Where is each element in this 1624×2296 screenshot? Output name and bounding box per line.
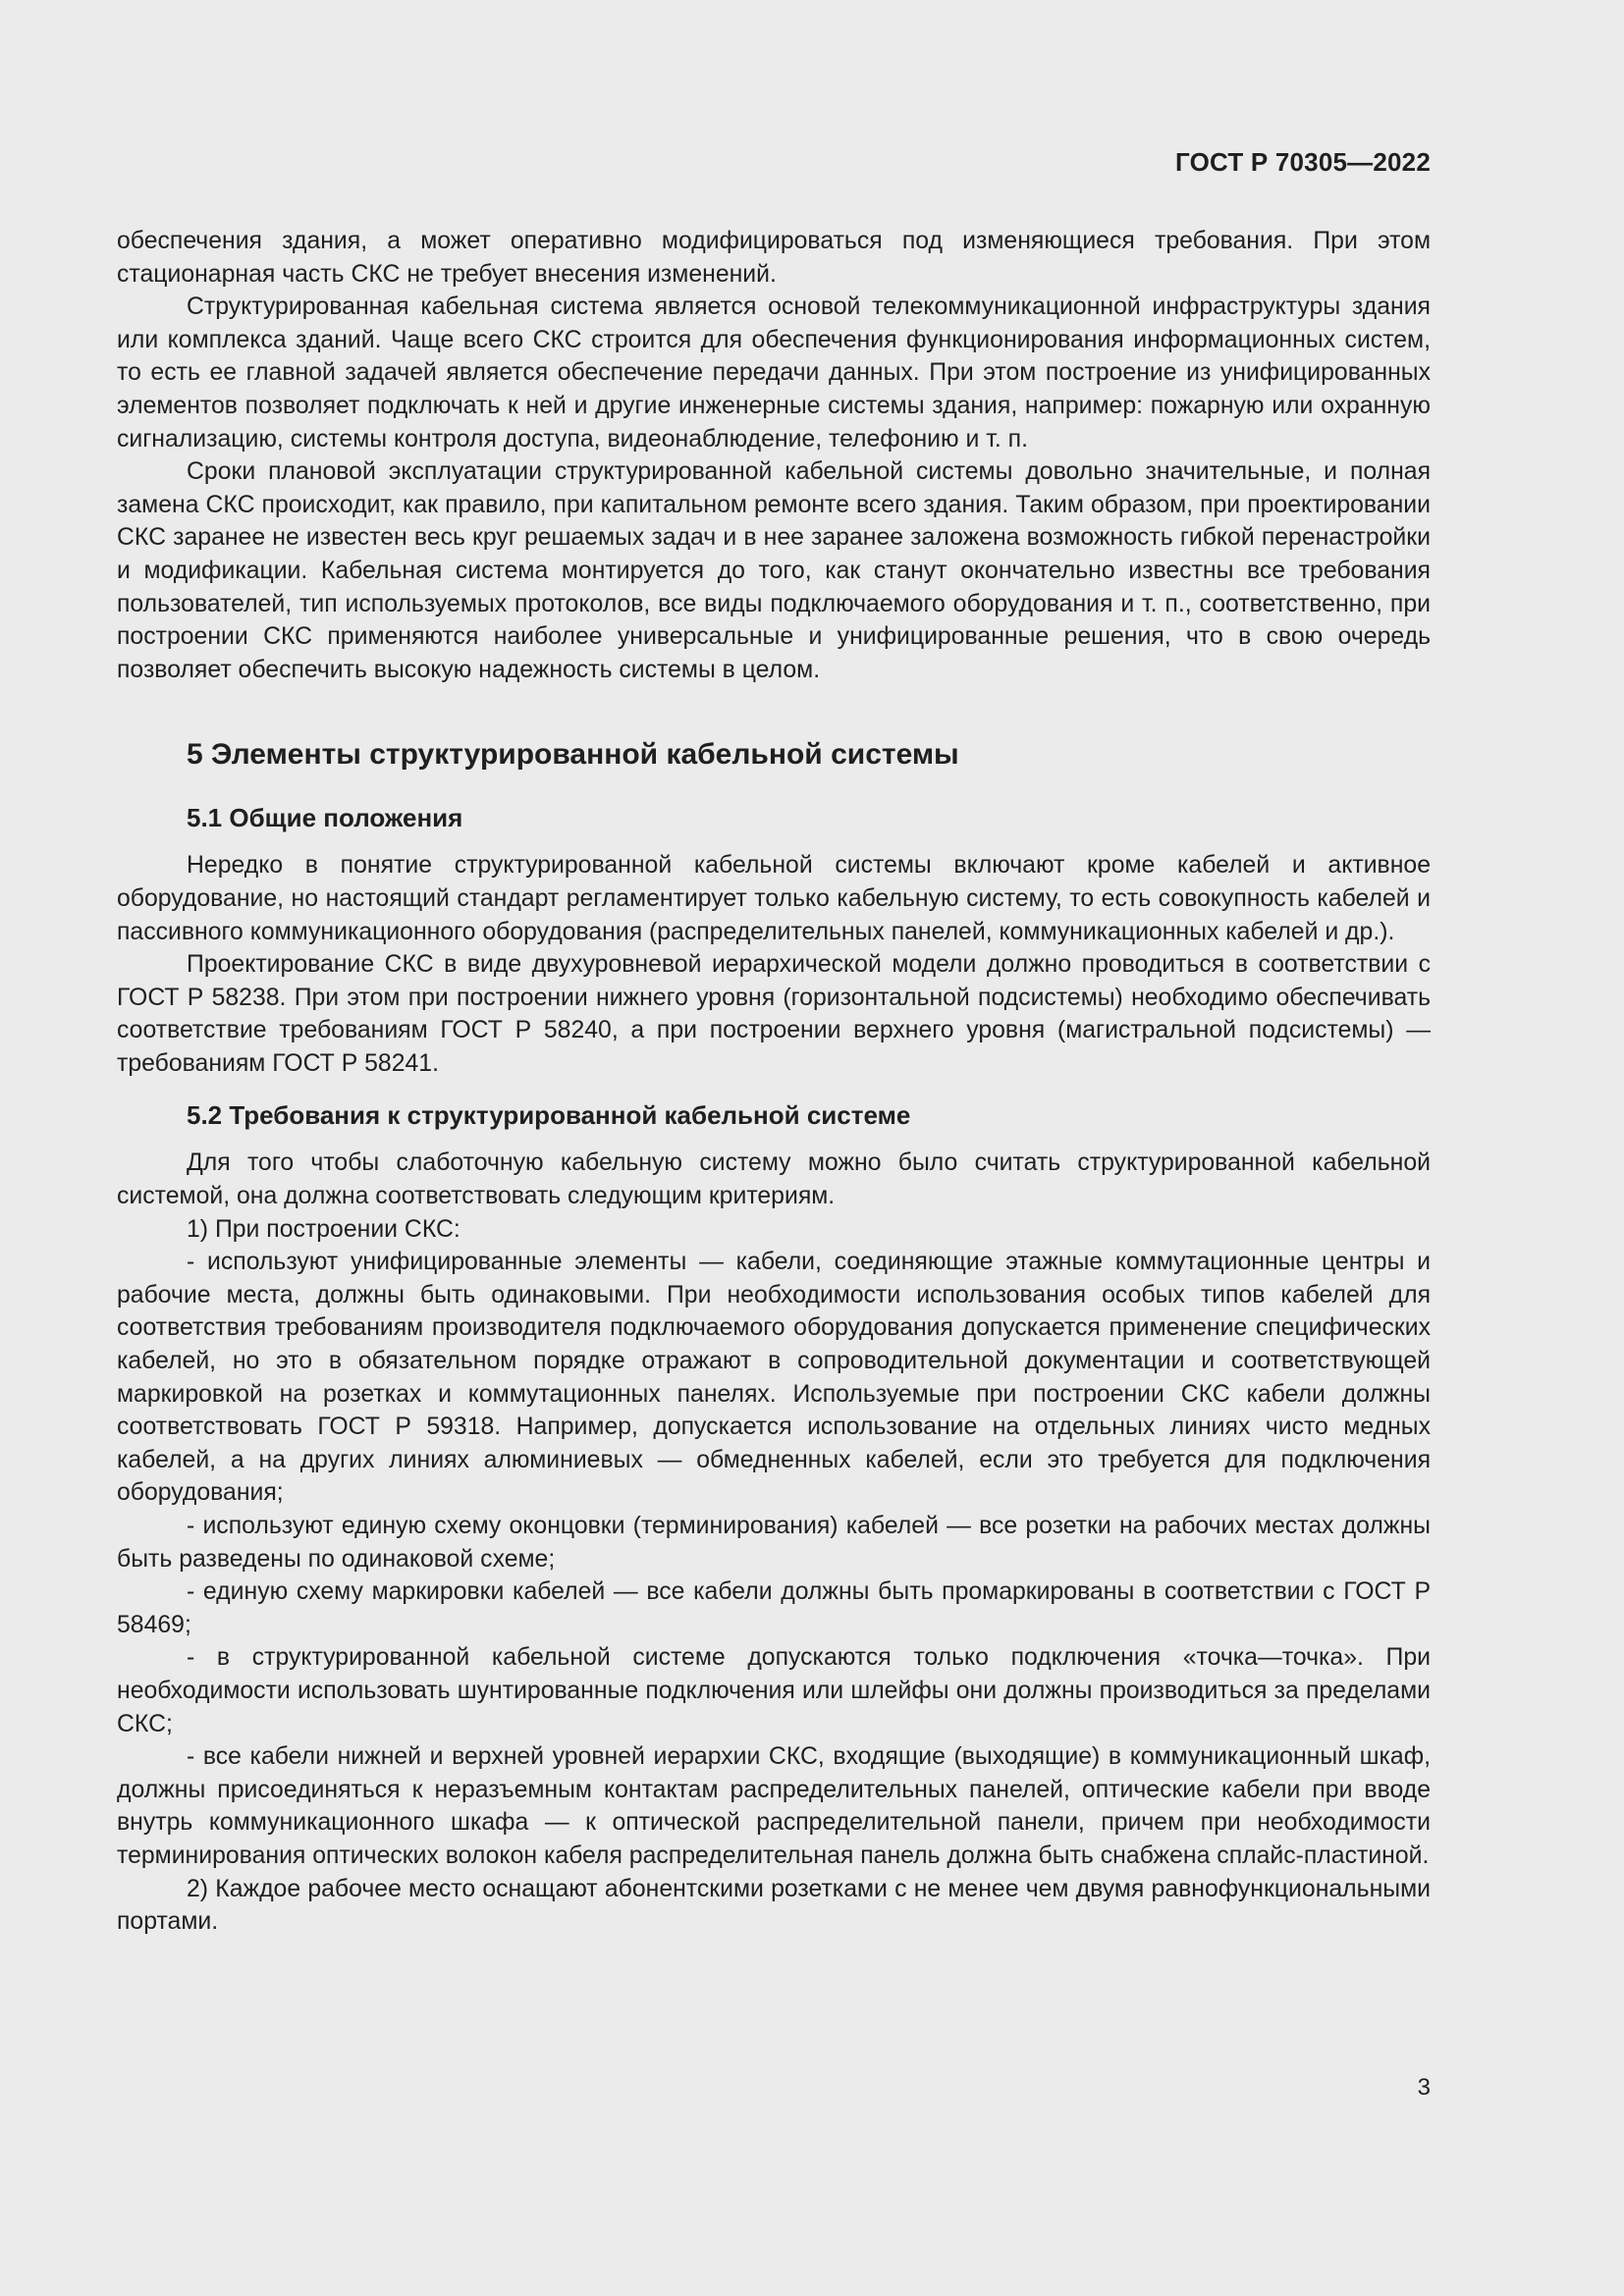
list-item-dash: - используют единую схему оконцовки (терминирования) кабелей — все розетки на рабочих местах должны быть разведены по одинаковой схеме;: [117, 1513, 1431, 1573]
body-paragraph: Структурированная кабельная система является основой телекоммуникационной инфраструктуры здания или комплекса зданий. Чаще всего СКС строится для обеспечения функционирования информационных систем, то есть ее главной задачей является обеспечение передачи данных. При этом построение из унифицированных элементов позволяет подключать к ней и другие инженерные системы здания, например: пожарную или охранную сигнализацию, системы контроля доступа, видеонаблюдение, телефонию и т. п.: [117, 294, 1431, 453]
subsection-heading: 5.1 Общие положения: [187, 803, 463, 833]
subsection-heading: 5.2 Требования к структурированной кабельной системе: [187, 1100, 911, 1131]
body-paragraph: Сроки плановой эксплуатации структурированной кабельной системы довольно значительные, и полная замена СКС происходит, как правило, при капитальном ремонте всего здания. Таким образом, при проектировании СКС заранее не известен весь круг решаемых задач и в нее заранее заложена возможность гибкой перенастройки и модификации. Кабельная система монтируется до того, как станут окончательно известны все требования пользователей, тип используемых протоколов, все виды подключаемого оборудования и т. п., соответственно, при построении СКС применяются наиболее универсальные и унифицированные решения, что в свою очередь позволяет обеспечить высокую надежность системы в целом.: [117, 458, 1431, 683]
body-paragraph: Проектирование СКС в виде двухуровневой иерархической модели должно проводиться в соответствии с ГОСТ Р 58238. При этом при построении нижнего уровня (горизонтальной подсистемы) необходимо обеспечивать соответствие требованиям ГОСТ Р 58240, а при построении верхнего уровня (магистральной подсистемы) — требованиям ГОСТ Р 58241.: [117, 951, 1431, 1077]
list-item-dash: - используют унифицированные элементы — кабели, соединяющие этажные коммутационные центры и рабочие места, должны быть одинаковыми. При необходимости использования особых типов кабелей для соответствия требованиям производителя подключаемого оборудования допускается применение специфических кабелей, но это в обязательном порядке отражают в сопроводительной документации и соответствующей маркировкой на розетках и коммутационных панелях. Используемые при построении СКС кабели должны соответствовать ГОСТ Р 59318. Например, допускается использование на отдельных линиях чисто медных кабелей, а на других линиях алюминиевых — обмедненных кабелей, если это требуется для подключения оборудования;: [117, 1249, 1431, 1507]
body-paragraph: Нередко в понятие структурированной кабельной системы включают кроме кабелей и активное оборудование, но настоящий стандарт регламентирует только кабельную систему, то есть совокупность кабелей и пассивного коммуникационного оборудования (распределительных панелей, коммуникационных кабелей и др.).: [117, 852, 1431, 945]
list-item-dash: - в структурированной кабельной системе допускаются только подключения «точка—точка». При необходимости использовать шунтированные подключения или шлейфы они должны производиться за пределами СКС;: [117, 1644, 1431, 1737]
document-code-header: ГОСТ Р 70305—2022: [1175, 147, 1431, 177]
list-item-dash: - единую схему маркировки кабелей — все кабели должны быть промаркированы в соответствии с ГОСТ Р 58469;: [117, 1578, 1431, 1638]
page-body: [117, 225, 1431, 1939]
list-item-numbered: 2) Каждое рабочее место оснащают абонентскими розетками с не менее чем двумя равнофункциональными портами.: [117, 1875, 1431, 1936]
continuation-paragraph: обеспечения здания, а может оперативно модифицироваться под изменяющиеся требования. При этом стационарная часть СКС не требует внесения изменений.: [117, 228, 1431, 288]
body-paragraph: Для того чтобы слаботочную кабельную систему можно было считать структурированной кабельной системой, она должна соответствовать следующим критериям.: [117, 1149, 1431, 1210]
page-number: 3: [1417, 2074, 1431, 2101]
section-heading: 5 Элементы структурированной кабельной системы: [187, 738, 959, 772]
list-item-numbered: 1) При построении СКС:: [187, 1215, 460, 1243]
list-item-dash: - все кабели нижней и верхней уровней иерархии СКС, входящие (выходящие) в коммуникационный шкаф, должны присоединяться к неразъемным контактам распределительных панелей, оптические кабели при вводе внутрь коммуникационного шкафа — к оптической распределительной панели, причем при необходимости терминирования оптических волокон кабеля распределительная панель должна быть снабжена сплайс-пластиной.: [117, 1743, 1431, 1869]
